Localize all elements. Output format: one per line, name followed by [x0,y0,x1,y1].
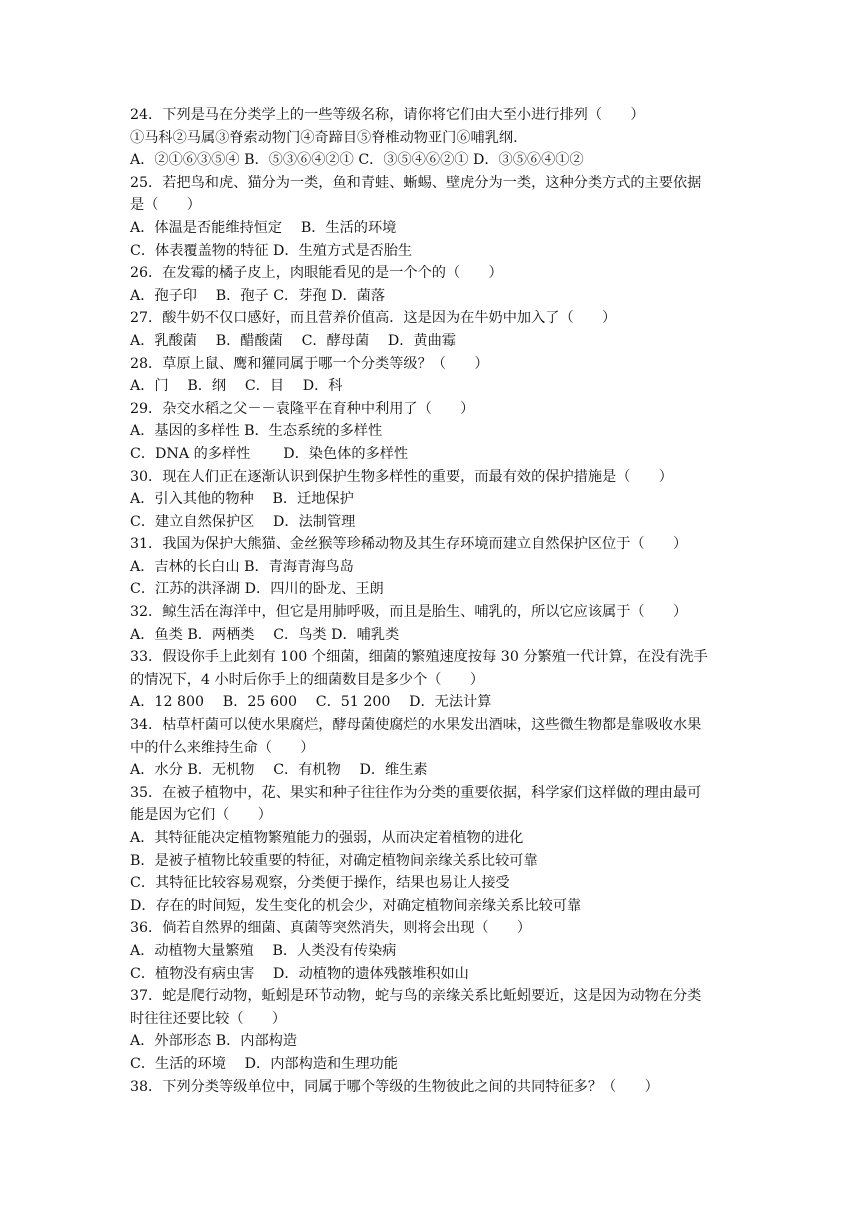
text-line: C．植物没有病虫害 D．动植物的遗体残骸堆积如山 [130,965,469,982]
text-line: 的情况下，4 小时后你手上的细菌数目是多少个（ ） [130,671,485,688]
text-line: 38．下列分类等级单位中，同属于哪个等级的生物彼此之间的共同特征多？（ ） [130,1078,659,1095]
text-line: 中的什么来维持生命（ ） [130,739,315,756]
text-line: A．12 800 B．25 600 C．51 200 D．无法计算 [130,694,492,711]
text-line: C．建立自然保护区 D．法制管理 [130,513,356,530]
text-line: 32．鲸生活在海洋中，但它是用肺呼吸，而且是胎生、哺乳的，所以它应该属于（ ） [130,604,688,621]
text-line: 37．蛇是爬行动物，蚯蚓是环节动物，蛇与鸟的亲缘关系比蚯蚓要近，这是因为动物在分类 [130,988,702,1005]
text-line: C．生活的环境 D．内部构造和生理功能 [130,1055,398,1072]
text-line: A．基因的多样性 B．生态系统的多样性 [130,423,383,440]
text-line: A．门 B．纲 C．目 D．科 [130,378,343,395]
text-line: 36．倘若自然界的细菌、真菌等突然消失，则将会出现（ ） [130,920,532,937]
text-line: ①马科②马属③脊索动物门④奇蹄目⑤脊椎动物亚门⑥哺乳纲. [130,129,518,146]
text-line: A．动植物大量繁殖 B．人类没有传染病 [130,942,397,959]
text-line: C．江苏的洪泽湖 D．四川的卧龙、王朗 [130,581,384,598]
text-line: C．DNA 的多样性 D．染色体的多样性 [130,445,409,462]
text-line: A．引入其他的物种 B．迁地保护 [130,491,354,508]
text-line: 34．枯草杆菌可以使水果腐烂，酵母菌使腐烂的水果发出酒味，这些微生物都是靠吸收水果 [130,717,702,734]
text-line: A．外部形态 B．内部构造 [130,1033,298,1050]
text-line: 33．假设你手上此刻有 100 个细菌，细菌的繁殖速度按每 30 分繁殖一代计算，在没有洗手 [130,649,708,666]
text-line: 31．我国为保护大熊猫、金丝猴等珍稀动物及其生存环境而建立自然保护区位于（ ） [130,536,688,553]
text-line: C．体表覆盖物的特征 D．生殖方式是否胎生 [130,242,413,259]
text-line: 28．草原上鼠、鹰和獾同属于哪一个分类等级？（ ） [130,355,489,372]
text-line: A．吉林的长白山 B．青海青海鸟岛 [130,558,354,575]
text-line: 29．杂交水稻之父－－袁隆平在育种中利用了（ ） [130,400,475,417]
text-line: 是（ ） [130,197,201,214]
text-line: A．其特征能决定植物繁殖能力的强弱，从而决定着植物的进化 [130,830,524,846]
text-line: A．鱼类 B．两栖类 C．鸟类 D．哺乳类 [130,626,400,643]
text-line: 27．酸牛奶不仅口感好，而且营养价值高．这是因为在牛奶中加入了（ ） [130,310,617,327]
text-line: 26．在发霉的橘子皮上，肉眼能看见的是一个个的（ ） [130,265,503,282]
text-line: 25．若把鸟和虎、猫分为一类，鱼和青蛙、蜥蜴、壁虎分为一类，这种分类方式的主要依据 [130,174,702,191]
text-line: 24．下列是马在分类学上的一些等级名称，请你将它们由大至小进行排列（ ） [130,107,645,123]
text-line: 35．在被子植物中，花、果实和种子往往作为分类的重要依据，科学家们这样做的理由最可 [130,784,702,801]
text-line: D．存在的时间短，发生变化的机会少，对确定植物间亲缘关系比较可靠 [130,897,582,914]
text-line: B．是被子植物比较重要的特征，对确定植物间亲缘关系比较可靠 [130,852,538,869]
question-text-block [130,104,740,1098]
text-line: C．其特征比较容易观察，分类便于操作，结果也易让人接受 [130,875,510,892]
text-line: A．体温是否能维持恒定 B．生活的环境 [130,219,397,236]
text-line: A．②①⑥③⑤④ B．⑤③⑥④②① C．③⑤④⑥②① D．③⑤⑥④①② [130,152,584,169]
text-line: 能是因为它们（ ） [130,807,272,824]
text-line: 30．现在人们正在逐渐认识到保护生物多样性的重要，而最有效的保护措施是（ ） [130,468,673,485]
text-line: A．水分 B．无机物 C．有机物 D．维生素 [130,762,428,779]
text-line: A．乳酸菌 B．醋酸菌 C．酵母菌 D．黄曲霉 [130,332,456,349]
text-line: A．孢子印 B．孢子 C．芽孢 D．菌落 [130,287,386,304]
text-line: 时往往还要比较（ ） [130,1010,287,1027]
